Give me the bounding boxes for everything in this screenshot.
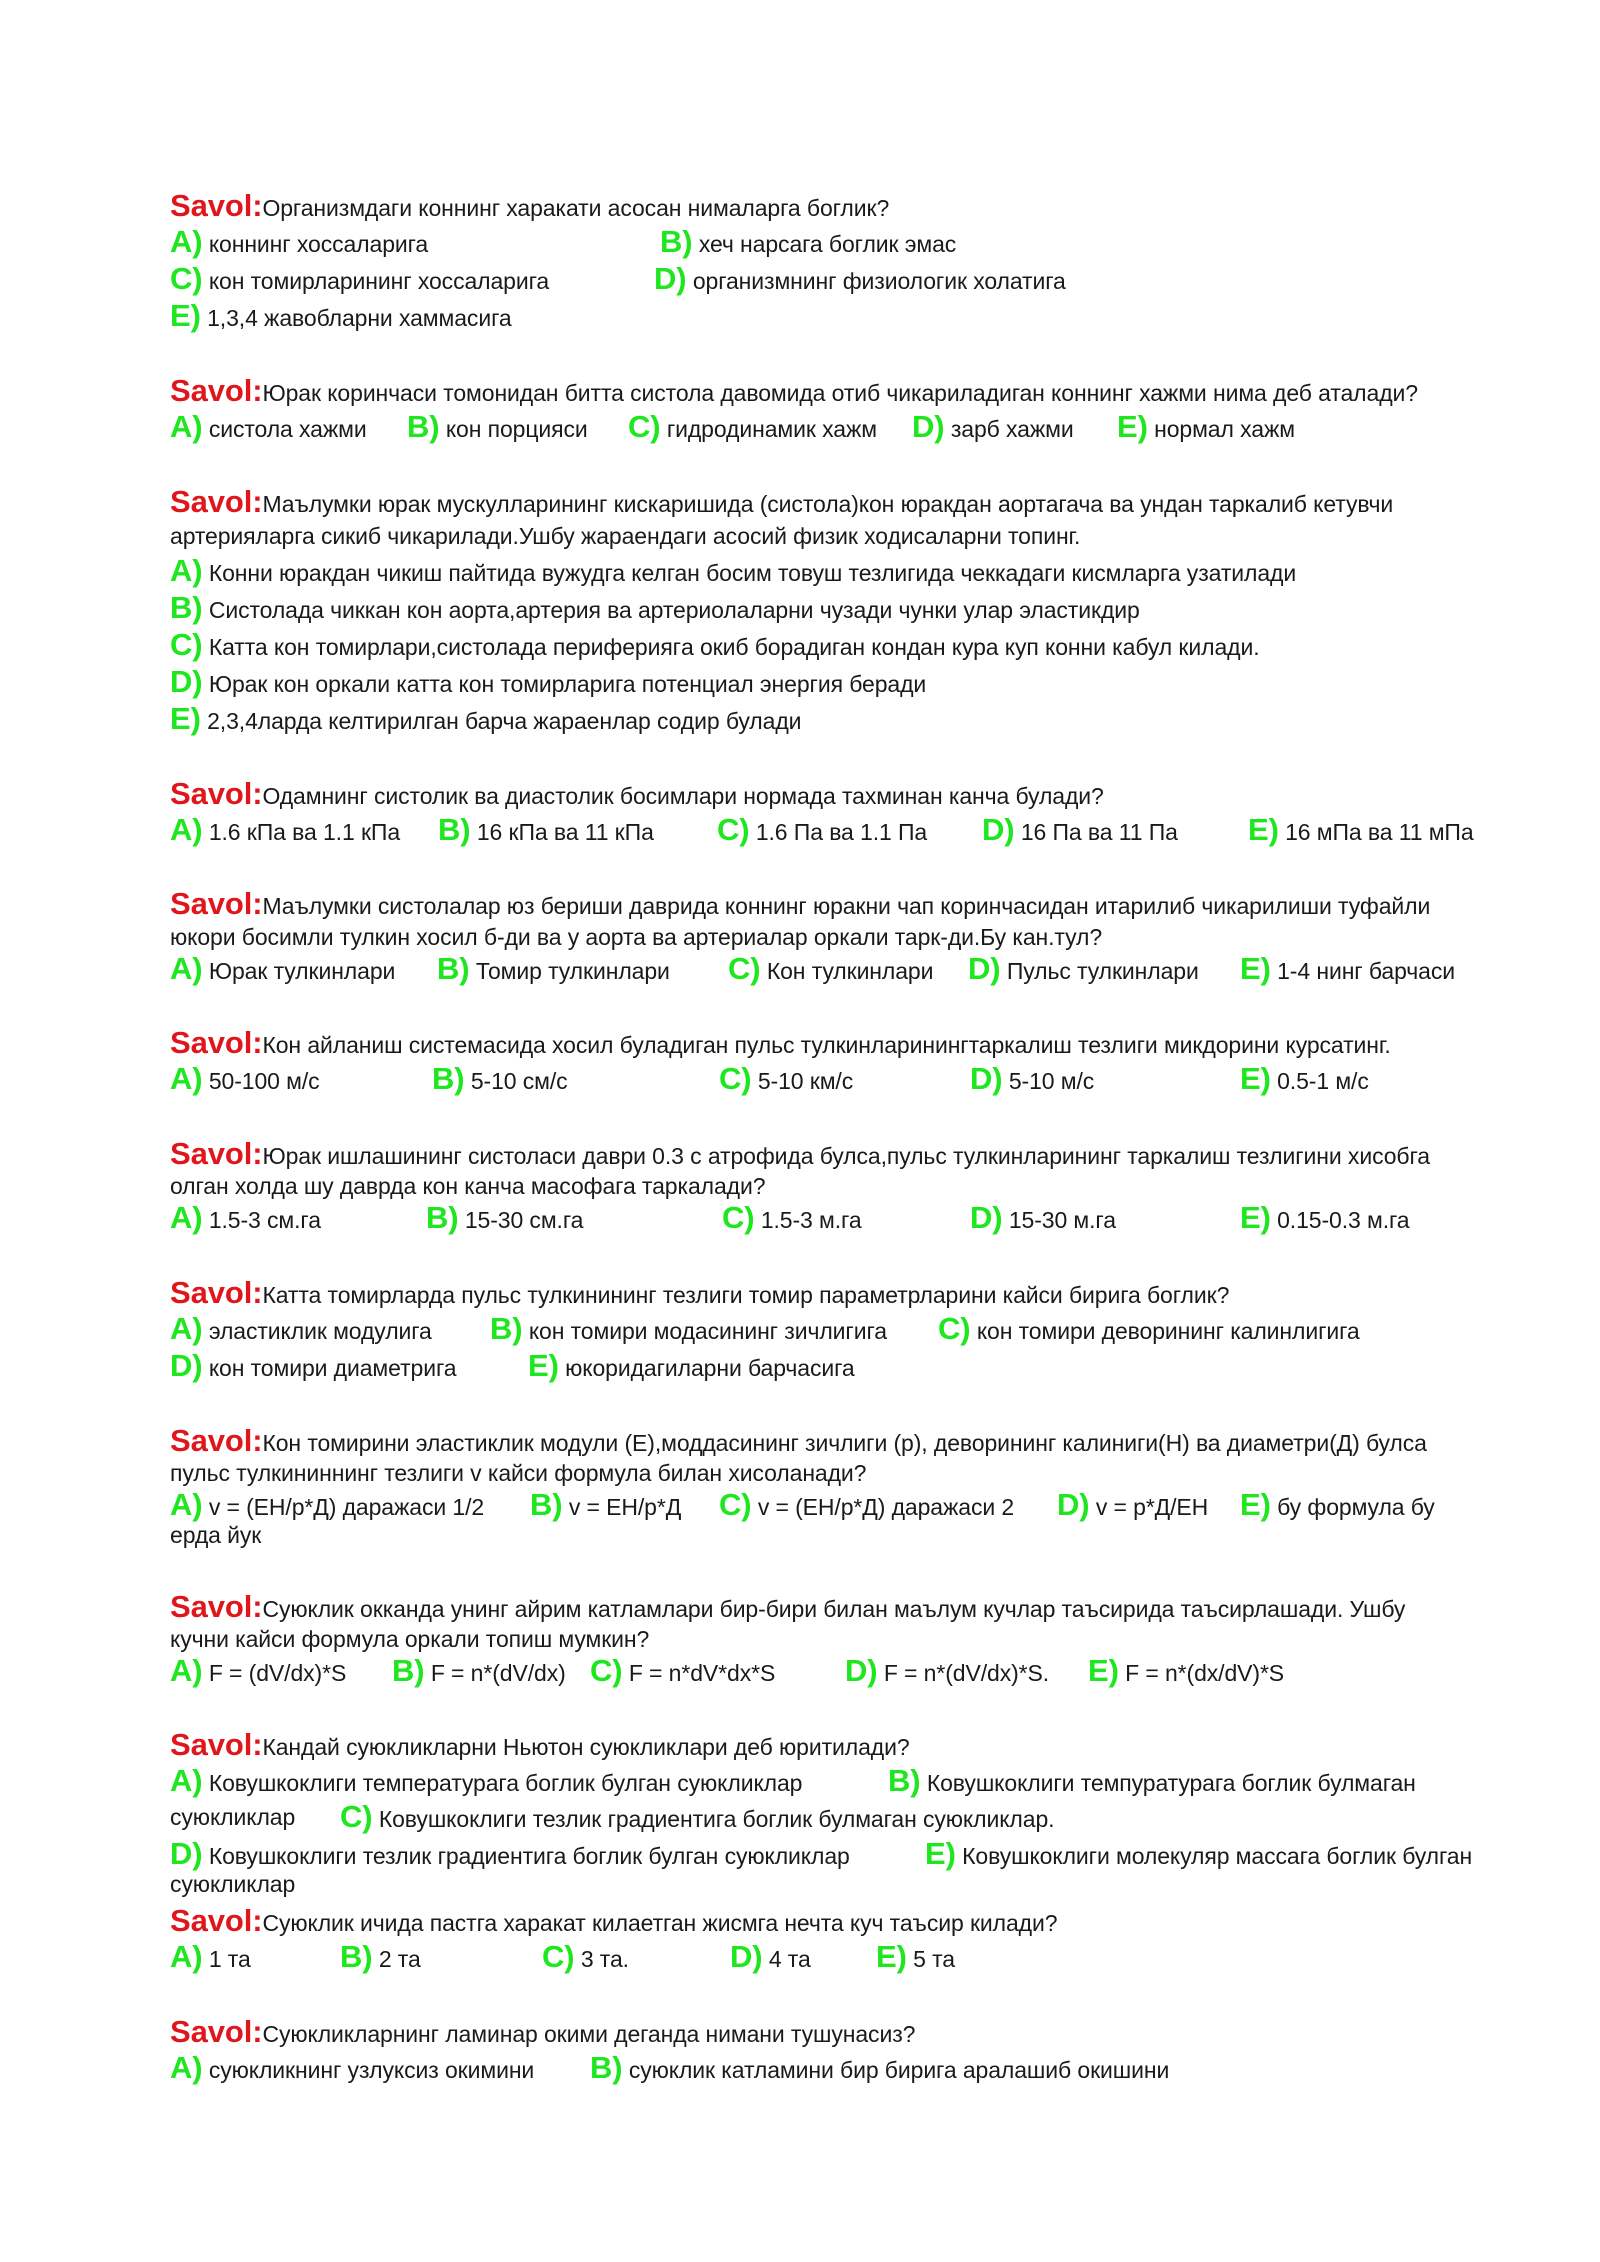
question-text: Одамнинг систолик ва диастолик босимлари нормада тахминан канча булади?	[262, 783, 1104, 809]
option-a	[170, 1763, 803, 1798]
option-d	[982, 812, 1178, 847]
option-b	[660, 224, 957, 259]
savol-label: Savol:	[170, 1025, 263, 1060]
option-text: гидродинамик хажм	[666, 416, 877, 442]
option-d	[170, 1348, 457, 1383]
question-text-cont: юкори босимли тулкин хосил б-ди ва у аорта ва артериалар оркали тарк-ди.Бу кан.тул?	[170, 924, 1103, 950]
option-text: Пульс тулкинлари	[1006, 958, 1199, 984]
option-a	[170, 1311, 432, 1346]
option-letter: C)	[728, 951, 761, 986]
option-b	[530, 1487, 682, 1522]
option-text: F = (dV/dx)*S	[208, 1660, 347, 1686]
option-text: Систолада чиккан кон аорта,артерия ва артериолаларни чузади чунки улар эластикдир	[208, 597, 1140, 623]
savol-label: Savol:	[170, 1589, 263, 1624]
question-text: Кандай суюкликларни Ньютон суюкликлари деб юритилади?	[262, 1734, 910, 1760]
option-letter: D)	[982, 812, 1015, 847]
option-c	[170, 261, 550, 296]
option-letter: D)	[1057, 1487, 1090, 1522]
question-8	[170, 1275, 1230, 1310]
option-letter: D)	[170, 664, 203, 699]
option-letter: B)	[590, 2050, 623, 2085]
question-text: Организмдаги коннинг харакати асосан нималарга боглик?	[262, 195, 890, 221]
option-e	[1240, 1487, 1435, 1522]
question-text: Юрак коринчаси томонидан битта систола давомида отиб чикариладиган коннинг хажми нима деб аталади?	[262, 380, 1418, 406]
option-letter: A)	[170, 812, 203, 847]
option-letter: A)	[170, 1653, 203, 1688]
option-letter: E)	[1240, 951, 1271, 986]
option-letter: E)	[1088, 1653, 1119, 1688]
option-text: кон томирларининг хоссаларига	[208, 268, 550, 294]
option-d	[1057, 1487, 1209, 1522]
option-text: нормал хажм	[1154, 416, 1295, 442]
question-text: Суюклик окканда унинг айрим катламлари бир-бири билан маълум кучлар таъсирида таъсирлашади. Ушбу	[262, 1596, 1406, 1622]
option-letter: B)	[426, 1200, 459, 1235]
option-text: 5-10 м/с	[1008, 1068, 1095, 1094]
option-letter: C)	[170, 627, 203, 662]
option-letter: C)	[722, 1200, 755, 1235]
question-4	[170, 776, 1104, 811]
option-c	[590, 1653, 776, 1688]
question-text: Юрак ишлашининг систоласи даври 0.3 с атрофида булса,пульс тулкинларининг таркалиш тезлигини хисобга	[262, 1143, 1430, 1169]
savol-label: Savol:	[170, 1423, 263, 1458]
option-e	[1240, 1061, 1369, 1096]
option-b	[340, 1939, 421, 1974]
option-text: 5-10 км/с	[757, 1068, 854, 1094]
option-e	[925, 1836, 1473, 1871]
option-letter: B)	[530, 1487, 563, 1522]
option-letter: D)	[970, 1200, 1003, 1235]
option-e	[170, 298, 512, 333]
savol-label: Savol:	[170, 484, 263, 519]
option-text: суюкликнинг узлуксиз окимини	[208, 2057, 535, 2083]
question-12	[170, 1903, 1058, 1938]
option-b	[490, 1311, 887, 1346]
option-text: 16 мПа ва 11 мПа	[1285, 819, 1474, 845]
option-b	[170, 590, 1140, 625]
option-text: 4 та	[768, 1946, 811, 1972]
savol-label: Savol:	[170, 373, 263, 408]
option-letter: C)	[719, 1487, 752, 1522]
option-letter: B)	[660, 224, 693, 259]
option-d	[968, 951, 1199, 986]
option-letter: B)	[170, 590, 203, 625]
option-b	[437, 951, 670, 986]
savol-label: Savol:	[170, 886, 263, 921]
option-text: 15-30 см.га	[464, 1207, 584, 1233]
question-text: Суюклик ичида пастга харакат килаетган жисмга нечта куч таъсир килади?	[262, 1910, 1058, 1936]
option-letter: E)	[170, 298, 201, 333]
option-c	[719, 1487, 1015, 1522]
option-text: 16 Па ва 11 Па	[1020, 819, 1178, 845]
option-letter: A)	[170, 1763, 203, 1798]
option-text: Кон тулкинлари	[766, 958, 934, 984]
option-letter: B)	[888, 1763, 921, 1798]
option-letter: A)	[170, 1939, 203, 1974]
option-text: 3 та.	[580, 1946, 629, 1972]
option-letter: C)	[542, 1939, 575, 1974]
option-text: 0.15-0.3 м.га	[1277, 1207, 1410, 1233]
option-text: v = р*Д/ЕН	[1095, 1494, 1209, 1520]
question-text: Катта томирларда пульс тулкинининг тезлиги томир параметрларини кайси бирига боглик?	[262, 1282, 1230, 1308]
option-e	[1248, 812, 1474, 847]
savol-label: Savol:	[170, 1136, 263, 1171]
options-row	[170, 298, 512, 333]
option-text: F = n*(dV/dx)*S.	[883, 1660, 1050, 1686]
option-letter: C)	[590, 1653, 623, 1688]
option-letter: E)	[528, 1348, 559, 1383]
option-e	[1088, 1653, 1285, 1688]
option-text: 1.5-3 см.га	[208, 1207, 321, 1233]
option-e-cont: суюкликлар	[170, 1871, 296, 1897]
option-letter: D)	[845, 1653, 878, 1688]
option-text: F = n*(dx/dV)*S	[1125, 1660, 1285, 1686]
option-d	[170, 1836, 850, 1871]
option-text: Катта кон томирлари,систолада перифериягa окиб борадиган кондан кура куп конни кабул килади.	[208, 634, 1260, 660]
option-c	[170, 627, 1260, 662]
option-c	[728, 951, 934, 986]
option-letter: D)	[170, 1836, 203, 1871]
option-letter: A)	[170, 2050, 203, 2085]
option-text: 1,3,4 жавобларни хаммасига	[207, 305, 512, 331]
savol-label: Savol:	[170, 2014, 263, 2049]
option-letter: E)	[1240, 1200, 1271, 1235]
option-c	[938, 1311, 1360, 1346]
question-text-cont: артерияларга сикиб чикарилади.Ушбу жараендаги асосий физик ходисаларни топинг.	[170, 523, 1081, 549]
option-text: Юрак кон оркали катта кон томирларига потенциал энергия беради	[208, 671, 927, 697]
question-2	[170, 373, 1418, 408]
option-letter: E)	[170, 701, 201, 736]
question-text-cont: пульс тулкининнинг тезлиги v кайси формула билан хисоланади?	[170, 1460, 867, 1486]
option-e	[1117, 409, 1295, 444]
option-letter: E)	[925, 1836, 956, 1871]
question-text: Кон томирини эластиклик модули (Е),моддасининг зичлиги (р), деворининг калиниги(Н) ва диаметри(Д) булса	[262, 1430, 1427, 1456]
option-b	[407, 409, 588, 444]
option-text: кон томири диаметрига	[208, 1355, 457, 1381]
question-11	[170, 1727, 910, 1762]
option-d	[654, 261, 1066, 296]
option-text: Юрак тулкинлари	[208, 958, 396, 984]
option-c	[722, 1200, 862, 1235]
option-a	[170, 1200, 321, 1235]
option-b	[426, 1200, 584, 1235]
option-text-cont: ерда йук	[170, 1522, 262, 1548]
option-d	[912, 409, 1074, 444]
option-text: Ковушкоклиги тезлик градиентига боглик булмаган суюкликлар.	[378, 1806, 1055, 1832]
option-text: бу формула бу	[1277, 1494, 1435, 1520]
option-letter: E)	[1240, 1487, 1271, 1522]
option-text: 5-10 см/с	[470, 1068, 568, 1094]
option-letter: E)	[1248, 812, 1279, 847]
option-c	[628, 409, 877, 444]
option-text: 1-4 нинг барчаси	[1277, 958, 1456, 984]
savol-label: Savol:	[170, 1275, 263, 1310]
option-letter: E)	[1117, 409, 1148, 444]
option-letter: A)	[170, 409, 203, 444]
option-text: 15-30 м.га	[1008, 1207, 1116, 1233]
option-text: 1.5-3 м.га	[760, 1207, 862, 1233]
option-text: кон томири деворининг калинлигига	[976, 1318, 1360, 1344]
option-text: кон томири модасининг зичлигига	[528, 1318, 887, 1344]
option-letter: C)	[628, 409, 661, 444]
option-b-cont: суюкликлар	[170, 1804, 296, 1830]
option-letter: D)	[730, 1939, 763, 1974]
option-a	[170, 224, 429, 259]
option-text: Ковушкоклиги тезлик градиентига боглик булган суюкликлар	[208, 1843, 850, 1869]
option-letter: E)	[876, 1939, 907, 1974]
option-text: суюклик катламини бир бирига аралашиб окишини	[628, 2057, 1170, 2083]
option-b	[392, 1653, 566, 1688]
option-c	[719, 1061, 854, 1096]
option-b	[438, 812, 654, 847]
option-text: систола хажми	[208, 416, 367, 442]
question-13	[170, 2014, 916, 2049]
option-letter: A)	[170, 1311, 203, 1346]
option-c	[717, 812, 928, 847]
option-text: 2,3,4ларда келтирилган барча жараенлар содир булади	[207, 708, 802, 734]
question-3	[170, 484, 1394, 519]
option-letter: D)	[912, 409, 945, 444]
option-e	[1240, 1200, 1410, 1235]
option-a	[170, 1487, 485, 1522]
option-text: 1 та	[208, 1946, 251, 1972]
option-text: 16 кПа ва 11 кПа	[476, 819, 654, 845]
option-b	[432, 1061, 568, 1096]
question-text-cont: кучни кайси формула оркали топиш мумкин?	[170, 1626, 650, 1652]
option-letter: B)	[438, 812, 471, 847]
option-a	[170, 951, 396, 986]
question-text: Маълумки систолалар юз бериши даврида коннинг юракни чап коринчасидан итарилиб чикарилиши туфайли	[262, 893, 1431, 919]
option-letter: A)	[170, 951, 203, 986]
question-5	[170, 886, 1431, 921]
question-6	[170, 1025, 1391, 1060]
option-a	[170, 553, 1297, 588]
option-letter: D)	[968, 951, 1001, 986]
question-1	[170, 188, 890, 223]
option-text: коннинг хоссаларига	[208, 231, 429, 257]
option-text: v = ЕН/р*Д	[568, 1494, 682, 1520]
option-letter: A)	[170, 1200, 203, 1235]
option-a	[170, 1653, 347, 1688]
question-text: Маълумки юрак мускулларининг кискаришида (систола)кон юракдан аортагача ва ундан таркалиб кетувчи	[262, 491, 1394, 517]
savol-label: Savol:	[170, 1903, 263, 1938]
option-a	[170, 1061, 320, 1096]
option-a	[170, 409, 367, 444]
option-text: 0.5-1 м/с	[1277, 1068, 1369, 1094]
option-text: кон порцияси	[445, 416, 588, 442]
option-letter: B)	[392, 1653, 425, 1688]
option-text: Томир тулкинлари	[475, 958, 670, 984]
option-letter: A)	[170, 553, 203, 588]
option-letter: D)	[970, 1061, 1003, 1096]
option-text: зарб хажми	[950, 416, 1074, 442]
option-text: Конни юракдан чикиш пайтида вужудга келган босим товуш тезлигида чеккадаги кисмларга узатилади	[208, 560, 1297, 586]
option-e	[528, 1348, 855, 1383]
option-letter: B)	[437, 951, 470, 986]
option-letter: B)	[490, 1311, 523, 1346]
option-letter: D)	[170, 1348, 203, 1383]
question-text-cont: олган холда шу даврда кон канча масофага таркалади?	[170, 1173, 766, 1199]
option-e	[1240, 951, 1456, 986]
option-text: юкоридагиларни барчасига	[565, 1355, 855, 1381]
option-e	[170, 701, 802, 736]
question-text: Кон айланиш системасида хосил буладиган пульс тулкинларинингтаркалиш тезлиги микдорини курсатинг.	[262, 1032, 1391, 1058]
option-letter: B)	[340, 1939, 373, 1974]
option-letter: D)	[654, 261, 687, 296]
option-b	[888, 1763, 1416, 1798]
option-text: 1.6 кПа ва 1.1 кПа	[208, 819, 401, 845]
option-letter: A)	[170, 224, 203, 259]
savol-label: Savol:	[170, 776, 263, 811]
option-text: Ковушкоклиги температурага боглик булган суюкликлар	[208, 1770, 803, 1796]
option-d	[730, 1939, 811, 1974]
option-letter: A)	[170, 1061, 203, 1096]
savol-label: Savol:	[170, 188, 263, 223]
option-a	[170, 2050, 535, 2085]
option-a	[170, 812, 401, 847]
option-text: v = (ЕН/р*Д) даражаси 2	[757, 1494, 1015, 1520]
option-text: 5 та	[913, 1946, 955, 1972]
option-letter: B)	[432, 1061, 465, 1096]
option-letter: C)	[717, 812, 750, 847]
option-letter: A)	[170, 1487, 203, 1522]
option-a	[170, 1939, 251, 1974]
option-c	[340, 1799, 1055, 1834]
question-7	[170, 1136, 1430, 1171]
option-letter: C)	[340, 1799, 373, 1834]
option-d	[970, 1061, 1095, 1096]
question-text: Суюкликларнинг ламинар окими деганда нимани тушунасиз?	[262, 2021, 916, 2047]
option-text: 50-100 м/с	[208, 1068, 320, 1094]
option-letter: C)	[938, 1311, 971, 1346]
option-text: хеч нарсага боглик эмас	[698, 231, 957, 257]
option-letter: E)	[1240, 1061, 1271, 1096]
option-b	[590, 2050, 1170, 2085]
option-text: эластиклик модулига	[208, 1318, 432, 1344]
question-10	[170, 1589, 1406, 1624]
savol-label: Savol:	[170, 1727, 263, 1762]
option-text: v = (ЕН/р*Д) даражаси 1/2	[208, 1494, 485, 1520]
question-9	[170, 1423, 1427, 1458]
option-c	[542, 1939, 629, 1974]
option-letter: C)	[719, 1061, 752, 1096]
option-text: 2 та	[378, 1946, 421, 1972]
option-text: F = n*(dV/dx)	[430, 1660, 566, 1686]
option-text: 1.6 Па ва 1.1 Па	[755, 819, 928, 845]
option-d	[845, 1653, 1050, 1688]
option-letter: C)	[170, 261, 203, 296]
option-d	[170, 664, 927, 699]
option-text: Ковушкоклиги темпуратурага боглик булмаган	[926, 1770, 1416, 1796]
option-text: F = n*dV*dx*S	[628, 1660, 776, 1686]
option-text: Ковушкоклиги молекуляр массага боглик булган	[962, 1843, 1473, 1869]
option-e	[876, 1939, 955, 1974]
option-letter: B)	[407, 409, 440, 444]
option-text: организмнинг физиологик холатига	[692, 268, 1066, 294]
option-d	[970, 1200, 1116, 1235]
